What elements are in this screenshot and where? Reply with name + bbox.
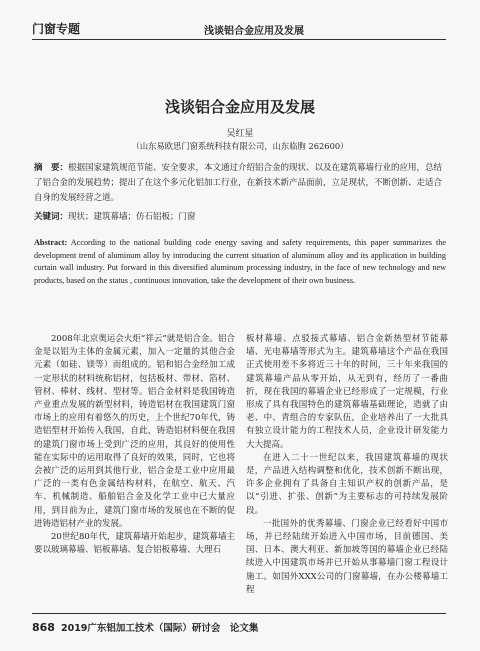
- footer-rule: [32, 613, 446, 614]
- abstract-en-text: According to the national building code energy saving and safety requirements, this paper summarizes the development trend of aluminum alloy by introducing the current situation of aluminum alloy and its application in building curtain wall industry. Put forward in this diversified aluminum processing industry, in the face of new technology and new products, based on the status , continuous innovation, take the development of their own business.: [34, 238, 446, 285]
- abstract-label: 摘 要：: [34, 163, 69, 173]
- page-number: 868: [32, 621, 55, 634]
- affiliation: （山东易欧思门窗系统科技有限公司，山东临朐 262600）: [131, 141, 349, 151]
- abstract-en-label: Abstract:: [34, 238, 68, 247]
- paragraph: 2008年北京奥运会火炬“祥云”就是铝合金。铝合金是以铝为主体的金属元素，加入一定量的其他合金元素（如硅、镁等）而组成的。铝和铝合金经加工成一定形状的材料统称铝材，包括板材、带材、箔材、管材、棒材、线材、型材等。铝合金材料是我国铸造产业重点发展的新型材料，铸造铝材在我国建筑门窗市场上的应用有着悠久的历史，上个世纪70年代，铸造铝型材开始传入我国，自此，铸造铝材料便在我国的建筑门窗市场上受到广泛的应用，其良好的使用性能在实际中的运用取得了良好的效果，同时，它也将会被广泛的运用到其他行业，铝合金是工业中应用最广泛的一类有色金属结构材料，在航空、航天、汽车、机械制造、船舶铝合金及化学工业中已大量应用，到目前为止，建筑门窗市场的发展也在不断的促进铸造铝材产业的发展。: [34, 334, 235, 529]
- body-left-column: [34, 333, 235, 557]
- running-title: 浅谈铝合金应用及发展: [204, 26, 304, 37]
- paragraph: 板材幕墙、点驳接式幕墙、铝合金新热型材节能幕墙、光电幕墙等形式为主。建筑幕墙这个产品在我国正式使用差不多将近三十年的时间，三十年来我国的建筑幕墙产品从零开始，从无到有，经历了一番曲折，现在我国的幕墙企业已经形成了一定规模，行业形成了具有我国特色的建筑幕墙基础理论，造就了由老、中、青组合的专家队伍，企业培养出了一大批具有独立设计能力的工程技术人员，企业设计研发能力大大提高。: [246, 334, 448, 450]
- abstract-chinese: [34, 161, 444, 206]
- running-header: [32, 20, 446, 40]
- proceedings-title: 2019广东铝加工技术（国际）研讨会 论文集: [60, 623, 259, 634]
- header-rule: [32, 39, 446, 40]
- keywords-text: 现状；建筑幕墙；仿石铝板；门窗: [68, 212, 196, 222]
- footer-text-line: [32, 620, 258, 634]
- keywords-label: 关键词：: [34, 212, 69, 222]
- body-right-column: [246, 333, 448, 597]
- paragraph: 20世纪80年代，建筑幕墙开始起步，建筑幕墙主要以玻璃幕墙、铝板幕墙、复合铝板幕墙、大理石: [34, 532, 235, 556]
- paragraph: 一批国外的优秀幕墙、门窗企业已经看好中国市场，并已经陆续开始进入中国市场，目前德国、美国、日本、澳大利亚、新加坡等国的幕墙企业已经陆续进入中国建筑市场并已开始从事幕墙门窗工程设计施工。如国外XXX公司的门窗幕墙，在办公楼幕墙工程: [246, 518, 448, 595]
- paper-title: 浅谈铝合金应用及发展: [164, 98, 315, 116]
- section-label: 门窗专题: [32, 22, 81, 36]
- abstract-english: [34, 237, 446, 287]
- page-footer: [32, 613, 446, 634]
- paragraph: 在进入二十一世纪以来，我国建筑幕墙的现状是，产品进入结构调整和优化，技术创新不断出现，许多企业拥有了具备自主知识产权的创新产品，是以“引进、扩张、创新”为主要标志的可持续发展阶段。: [246, 452, 448, 516]
- keywords: [34, 210, 444, 222]
- abstract-text: 根据国家建筑规范节能、安全要求，本文通过介绍铝合金的现状、以及在建筑幕墙行业的应用，总结了铝合金的发展趋势；提出了在这个多元化铝加工行业，在新技术新产品面前，立足现状，不断创新、走适合自身的发展经营之道。: [34, 163, 443, 203]
- author: 吴红星: [226, 129, 254, 139]
